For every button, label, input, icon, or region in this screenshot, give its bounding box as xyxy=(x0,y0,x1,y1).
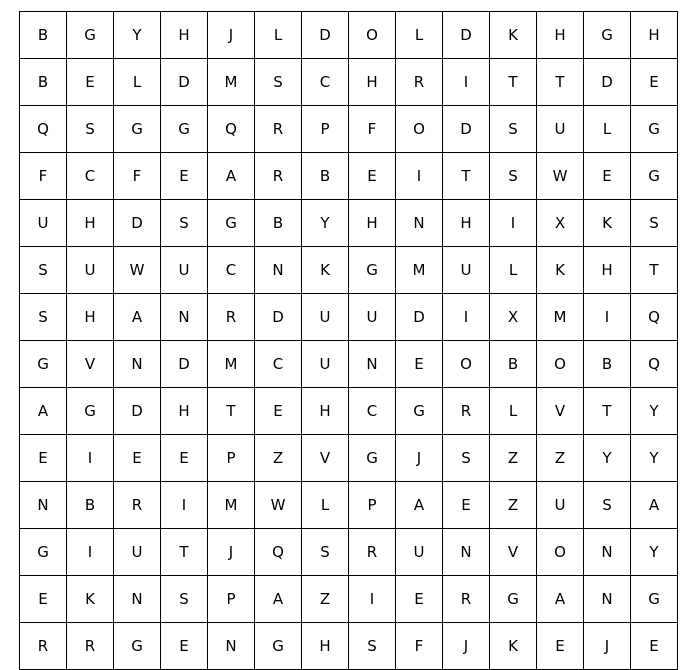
letter-cell[interactable]: T xyxy=(631,247,678,294)
letter-cell[interactable]: P xyxy=(208,435,255,482)
letter-cell[interactable]: N xyxy=(114,576,161,623)
letter-cell[interactable]: S xyxy=(161,576,208,623)
letter-cell[interactable]: B xyxy=(255,200,302,247)
letter-cell[interactable]: J xyxy=(208,12,255,59)
letter-cell[interactable]: K xyxy=(537,247,584,294)
letter-cell[interactable]: D xyxy=(114,388,161,435)
letter-cell[interactable]: O xyxy=(396,106,443,153)
letter-cell[interactable]: I xyxy=(443,294,490,341)
letter-cell[interactable]: D xyxy=(161,341,208,388)
letter-cell[interactable]: A xyxy=(537,576,584,623)
letter-cell[interactable]: G xyxy=(67,388,114,435)
letter-cell[interactable]: S xyxy=(67,106,114,153)
letter-cell[interactable]: V xyxy=(67,341,114,388)
grid-row xyxy=(20,623,678,670)
letter-cell[interactable]: G xyxy=(631,153,678,200)
letter-cell[interactable]: H xyxy=(302,388,349,435)
letter-cell[interactable]: U xyxy=(396,529,443,576)
letter-cell[interactable]: O xyxy=(443,341,490,388)
letter-cell[interactable]: E xyxy=(537,623,584,670)
letter-cell[interactable]: P xyxy=(208,576,255,623)
letter-cell[interactable]: U xyxy=(20,200,67,247)
letter-cell[interactable]: C xyxy=(208,247,255,294)
letter-cell[interactable]: E xyxy=(349,153,396,200)
letter-cell[interactable]: W xyxy=(114,247,161,294)
letter-cell[interactable]: Q xyxy=(208,106,255,153)
letter-cell[interactable]: E xyxy=(584,153,631,200)
letter-cell[interactable]: Y xyxy=(584,435,631,482)
letter-cell[interactable]: D xyxy=(584,59,631,106)
letter-cell[interactable]: E xyxy=(396,341,443,388)
letter-cell[interactable]: S xyxy=(255,59,302,106)
letter-cell[interactable]: F xyxy=(114,153,161,200)
letter-cell[interactable]: H xyxy=(443,200,490,247)
letter-cell[interactable]: G xyxy=(161,106,208,153)
letter-cell[interactable]: R xyxy=(255,153,302,200)
letter-cell[interactable]: V xyxy=(537,388,584,435)
letter-cell[interactable]: U xyxy=(443,247,490,294)
letter-cell[interactable]: D xyxy=(443,12,490,59)
letter-cell[interactable]: U xyxy=(349,294,396,341)
letter-cell[interactable]: B xyxy=(302,153,349,200)
letter-cell[interactable]: E xyxy=(255,388,302,435)
letter-cell[interactable]: G xyxy=(20,341,67,388)
letter-cell[interactable]: W xyxy=(537,153,584,200)
letter-cell[interactable]: S xyxy=(631,200,678,247)
letter-cell[interactable]: R xyxy=(443,576,490,623)
letter-cell[interactable]: S xyxy=(20,247,67,294)
letter-cell[interactable]: L xyxy=(396,12,443,59)
letter-cell[interactable]: U xyxy=(67,247,114,294)
letter-cell[interactable]: Z xyxy=(255,435,302,482)
letter-cell[interactable]: V xyxy=(302,435,349,482)
letter-cell[interactable]: G xyxy=(631,576,678,623)
letter-cell[interactable]: S xyxy=(20,294,67,341)
letter-cell[interactable]: U xyxy=(302,294,349,341)
grid-row xyxy=(20,435,678,482)
letter-cell[interactable]: H xyxy=(302,623,349,670)
letter-cell[interactable]: U xyxy=(537,482,584,529)
letter-cell[interactable]: S xyxy=(443,435,490,482)
letter-cell[interactable]: D xyxy=(443,106,490,153)
letter-cell[interactable]: D xyxy=(396,294,443,341)
letter-cell[interactable]: I xyxy=(396,153,443,200)
letter-cell[interactable]: C xyxy=(67,153,114,200)
letter-cell[interactable]: H xyxy=(161,388,208,435)
letter-cell[interactable]: G xyxy=(208,200,255,247)
letter-cell[interactable]: R xyxy=(443,388,490,435)
letter-cell[interactable]: A xyxy=(396,482,443,529)
grid-row xyxy=(20,106,678,153)
letter-cell[interactable]: I xyxy=(584,294,631,341)
letter-cell[interactable]: T xyxy=(584,388,631,435)
letter-cell[interactable]: L xyxy=(114,59,161,106)
letter-cell[interactable]: I xyxy=(349,576,396,623)
letter-cell[interactable]: U xyxy=(114,529,161,576)
letter-cell[interactable]: M xyxy=(396,247,443,294)
letter-cell[interactable]: J xyxy=(443,623,490,670)
letter-cell[interactable]: N xyxy=(584,576,631,623)
letter-cell[interactable]: E xyxy=(114,435,161,482)
letter-cell[interactable]: Z xyxy=(537,435,584,482)
word-search-grid xyxy=(19,11,678,670)
grid-row xyxy=(20,388,678,435)
letter-cell[interactable]: P xyxy=(349,482,396,529)
letter-cell[interactable]: D xyxy=(114,200,161,247)
letter-cell[interactable]: N xyxy=(584,529,631,576)
letter-cell[interactable]: I xyxy=(443,59,490,106)
letter-cell[interactable]: A xyxy=(631,482,678,529)
letter-cell[interactable]: M xyxy=(208,59,255,106)
letter-cell[interactable]: H xyxy=(349,200,396,247)
letter-cell[interactable]: S xyxy=(490,153,537,200)
letter-cell[interactable]: A xyxy=(114,294,161,341)
letter-cell[interactable]: Y xyxy=(631,435,678,482)
letter-cell[interactable]: Z xyxy=(302,576,349,623)
letter-cell[interactable]: H xyxy=(67,200,114,247)
letter-cell[interactable]: J xyxy=(396,435,443,482)
letter-cell[interactable]: M xyxy=(208,341,255,388)
letter-cell[interactable]: R xyxy=(255,106,302,153)
letter-cell[interactable]: G xyxy=(349,435,396,482)
letter-cell[interactable]: X xyxy=(490,294,537,341)
grid-row xyxy=(20,200,678,247)
letter-cell[interactable]: R xyxy=(349,529,396,576)
letter-cell[interactable]: A xyxy=(208,153,255,200)
letter-cell[interactable]: N xyxy=(161,294,208,341)
letter-cell[interactable]: F xyxy=(349,106,396,153)
letter-cell[interactable]: H xyxy=(161,12,208,59)
grid-row xyxy=(20,12,678,59)
letter-cell[interactable]: M xyxy=(537,294,584,341)
letter-cell[interactable]: W xyxy=(255,482,302,529)
letter-cell[interactable]: N xyxy=(208,623,255,670)
letter-cell[interactable]: I xyxy=(161,482,208,529)
letter-cell[interactable]: B xyxy=(67,482,114,529)
grid-row xyxy=(20,576,678,623)
letter-cell[interactable]: G xyxy=(67,12,114,59)
grid-row xyxy=(20,482,678,529)
letter-cell[interactable]: G xyxy=(114,106,161,153)
letter-cell[interactable]: K xyxy=(490,12,537,59)
letter-cell[interactable]: K xyxy=(67,576,114,623)
letter-cell[interactable]: N xyxy=(349,341,396,388)
letter-cell[interactable]: I xyxy=(67,529,114,576)
letter-cell[interactable]: P xyxy=(302,106,349,153)
letter-cell[interactable]: E xyxy=(161,435,208,482)
letter-cell[interactable]: N xyxy=(114,341,161,388)
letter-cell[interactable]: A xyxy=(255,576,302,623)
letter-cell[interactable]: E xyxy=(20,576,67,623)
letter-cell[interactable]: N xyxy=(20,482,67,529)
letter-cell[interactable]: H xyxy=(67,294,114,341)
grid-body xyxy=(20,12,678,670)
letter-cell[interactable]: D xyxy=(161,59,208,106)
letter-cell[interactable]: N xyxy=(255,247,302,294)
letter-cell[interactable]: Y xyxy=(302,200,349,247)
letter-cell[interactable]: A xyxy=(20,388,67,435)
letter-cell[interactable]: E xyxy=(161,623,208,670)
grid-row xyxy=(20,341,678,388)
letter-cell[interactable]: R xyxy=(20,623,67,670)
letter-cell[interactable]: E xyxy=(396,576,443,623)
letter-cell[interactable]: B xyxy=(584,341,631,388)
letter-cell[interactable]: E xyxy=(67,59,114,106)
letter-cell[interactable]: E xyxy=(20,435,67,482)
letter-cell[interactable]: N xyxy=(443,529,490,576)
letter-cell[interactable]: F xyxy=(20,153,67,200)
letter-cell[interactable]: G xyxy=(255,623,302,670)
letter-cell[interactable]: I xyxy=(67,435,114,482)
grid-row xyxy=(20,247,678,294)
letter-cell[interactable]: R xyxy=(396,59,443,106)
letter-cell[interactable]: G xyxy=(490,576,537,623)
letter-cell[interactable]: G xyxy=(349,247,396,294)
letter-cell[interactable]: B xyxy=(490,341,537,388)
letter-cell[interactable]: E xyxy=(631,623,678,670)
letter-cell[interactable]: D xyxy=(302,12,349,59)
letter-cell[interactable]: K xyxy=(490,623,537,670)
letter-cell[interactable]: Y xyxy=(114,12,161,59)
grid-row xyxy=(20,153,678,200)
letter-cell[interactable]: H xyxy=(631,12,678,59)
letter-cell[interactable]: H xyxy=(584,247,631,294)
letter-cell[interactable]: C xyxy=(349,388,396,435)
letter-cell[interactable]: V xyxy=(490,529,537,576)
letter-cell[interactable]: E xyxy=(631,59,678,106)
letter-cell[interactable]: G xyxy=(631,106,678,153)
letter-cell[interactable]: B xyxy=(20,59,67,106)
letter-cell[interactable]: J xyxy=(208,529,255,576)
letter-cell[interactable]: O xyxy=(537,529,584,576)
letter-cell[interactable]: D xyxy=(255,294,302,341)
letter-cell[interactable]: G xyxy=(396,388,443,435)
letter-cell[interactable]: O xyxy=(349,12,396,59)
letter-cell[interactable]: T xyxy=(443,153,490,200)
letter-cell[interactable]: G xyxy=(20,529,67,576)
letter-cell[interactable]: E xyxy=(161,153,208,200)
letter-cell[interactable]: L xyxy=(490,388,537,435)
letter-cell[interactable]: O xyxy=(537,341,584,388)
letter-cell[interactable]: T xyxy=(161,529,208,576)
letter-cell[interactable]: C xyxy=(255,341,302,388)
letter-cell[interactable]: T xyxy=(208,388,255,435)
letter-cell[interactable]: N xyxy=(396,200,443,247)
letter-cell[interactable]: R xyxy=(114,482,161,529)
letter-cell[interactable]: U xyxy=(161,247,208,294)
letter-cell[interactable]: G xyxy=(584,12,631,59)
letter-cell[interactable]: U xyxy=(537,106,584,153)
letter-cell[interactable]: S xyxy=(302,529,349,576)
letter-cell[interactable]: M xyxy=(208,482,255,529)
letter-cell[interactable]: S xyxy=(161,200,208,247)
letter-cell[interactable]: Y xyxy=(631,529,678,576)
letter-cell[interactable]: I xyxy=(490,200,537,247)
letter-cell[interactable]: Q xyxy=(631,341,678,388)
letter-cell[interactable]: Q xyxy=(631,294,678,341)
letter-cell[interactable]: R xyxy=(67,623,114,670)
letter-cell[interactable]: H xyxy=(537,12,584,59)
grid-row xyxy=(20,294,678,341)
letter-cell[interactable]: R xyxy=(208,294,255,341)
letter-cell[interactable]: H xyxy=(349,59,396,106)
letter-cell[interactable]: K xyxy=(302,247,349,294)
letter-cell[interactable]: X xyxy=(537,200,584,247)
letter-cell[interactable]: S xyxy=(584,482,631,529)
letter-cell[interactable]: L xyxy=(490,247,537,294)
letter-cell[interactable]: L xyxy=(255,12,302,59)
letter-cell[interactable]: Q xyxy=(20,106,67,153)
letter-cell[interactable]: Q xyxy=(255,529,302,576)
grid-row xyxy=(20,529,678,576)
letter-cell[interactable]: J xyxy=(584,623,631,670)
letter-cell[interactable]: T xyxy=(537,59,584,106)
letter-cell[interactable]: L xyxy=(584,106,631,153)
grid-row xyxy=(20,59,678,106)
letter-cell[interactable]: C xyxy=(302,59,349,106)
letter-cell[interactable]: S xyxy=(490,106,537,153)
letter-cell[interactable]: E xyxy=(443,482,490,529)
letter-cell[interactable]: F xyxy=(396,623,443,670)
letter-cell[interactable]: U xyxy=(302,341,349,388)
letter-cell[interactable]: Z xyxy=(490,482,537,529)
letter-cell[interactable]: G xyxy=(114,623,161,670)
letter-cell[interactable]: K xyxy=(584,200,631,247)
letter-cell[interactable]: Y xyxy=(631,388,678,435)
letter-cell[interactable]: S xyxy=(349,623,396,670)
letter-cell[interactable]: T xyxy=(490,59,537,106)
letter-cell[interactable]: Z xyxy=(490,435,537,482)
letter-cell[interactable]: B xyxy=(20,12,67,59)
letter-cell[interactable]: L xyxy=(302,482,349,529)
